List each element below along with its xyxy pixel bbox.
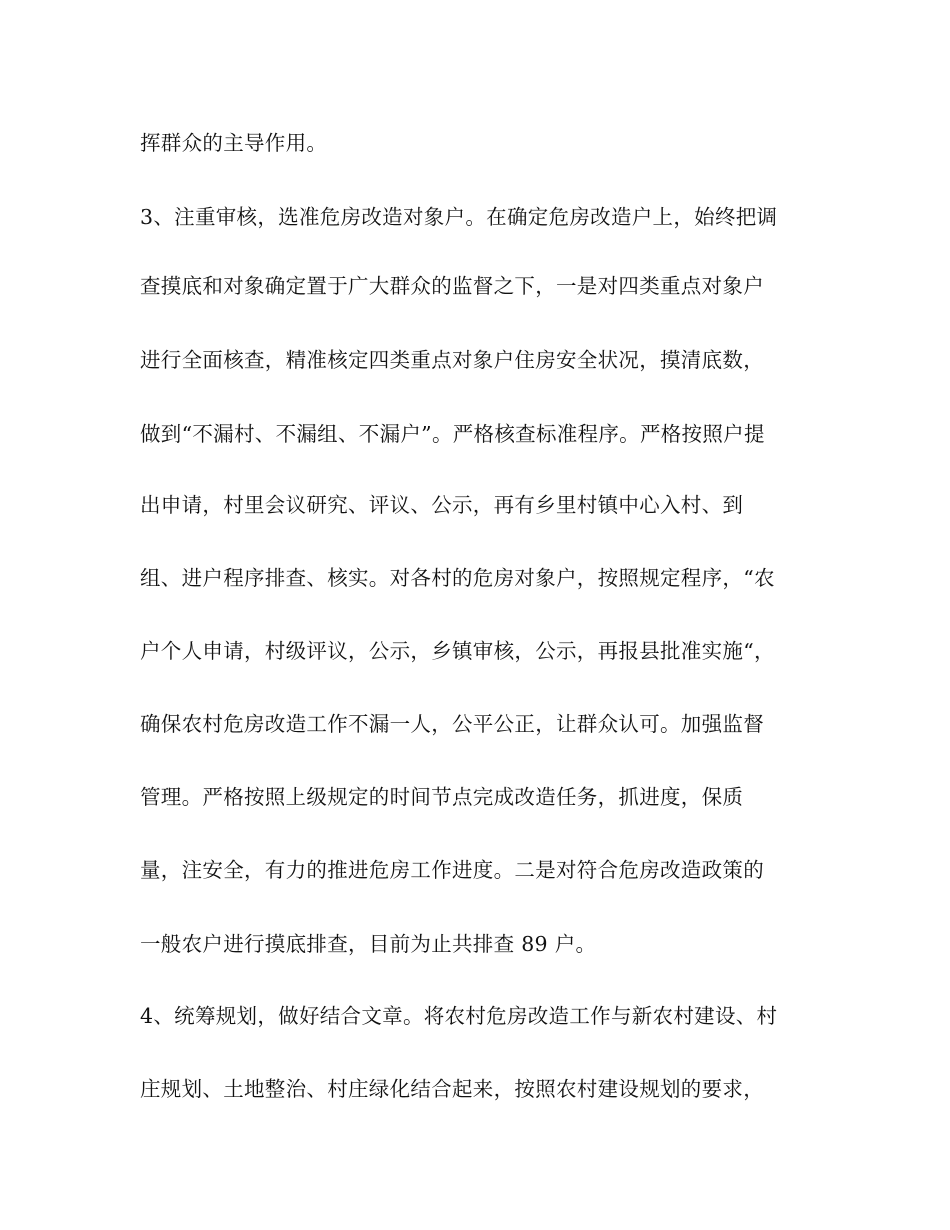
text-line: 一般农户进行摸底排查，目前为止共排查 89 户。	[140, 932, 597, 956]
text-line: 3、注重审核，选准危房改造对象户。在确定危房改造户上，始终把调	[140, 205, 778, 229]
text-line: 组、进户程序排查、核实。对各村的危房对象户，按照规定程序，“农	[140, 566, 775, 590]
text-line: 确保农村危房改造工作不漏一人，公平公正，让群众认可。加强监督	[140, 712, 764, 736]
text-line: 做到“不漏村、不漏组、不漏户”。严格核查标准程序。严格按照户提	[140, 422, 765, 446]
text-line: 管理。严格按照上级规定的时间节点完成改造任务，抓进度，保质	[140, 785, 744, 809]
text-line: 进行全面核查，精准核定四类重点对象户住房安全状况，摸清底数，	[140, 348, 764, 372]
text-line: 庄规划、土地整治、村庄绿化结合起来，按照农村建设规划的要求，	[140, 1077, 764, 1101]
text-line: 查摸底和对象确定置于广大群众的监督之下，一是对四类重点对象户	[140, 274, 764, 298]
text-line: 挥群众的主导作用。	[140, 131, 328, 155]
text-line: 户个人申请，村级评议，公示，乡镇审核，公示，再报县批准实施“，	[140, 639, 775, 663]
text-line: 4、统筹规划，做好结合文章。将农村危房改造工作与新农村建设、村	[140, 1004, 778, 1028]
text-line: 量，注安全，有力的推进危房工作进度。二是对符合危房改造政策的	[140, 858, 764, 882]
text-line: 出申请，村里会议研究、评议、公示，再有乡里村镇中心入村、到	[140, 493, 744, 517]
